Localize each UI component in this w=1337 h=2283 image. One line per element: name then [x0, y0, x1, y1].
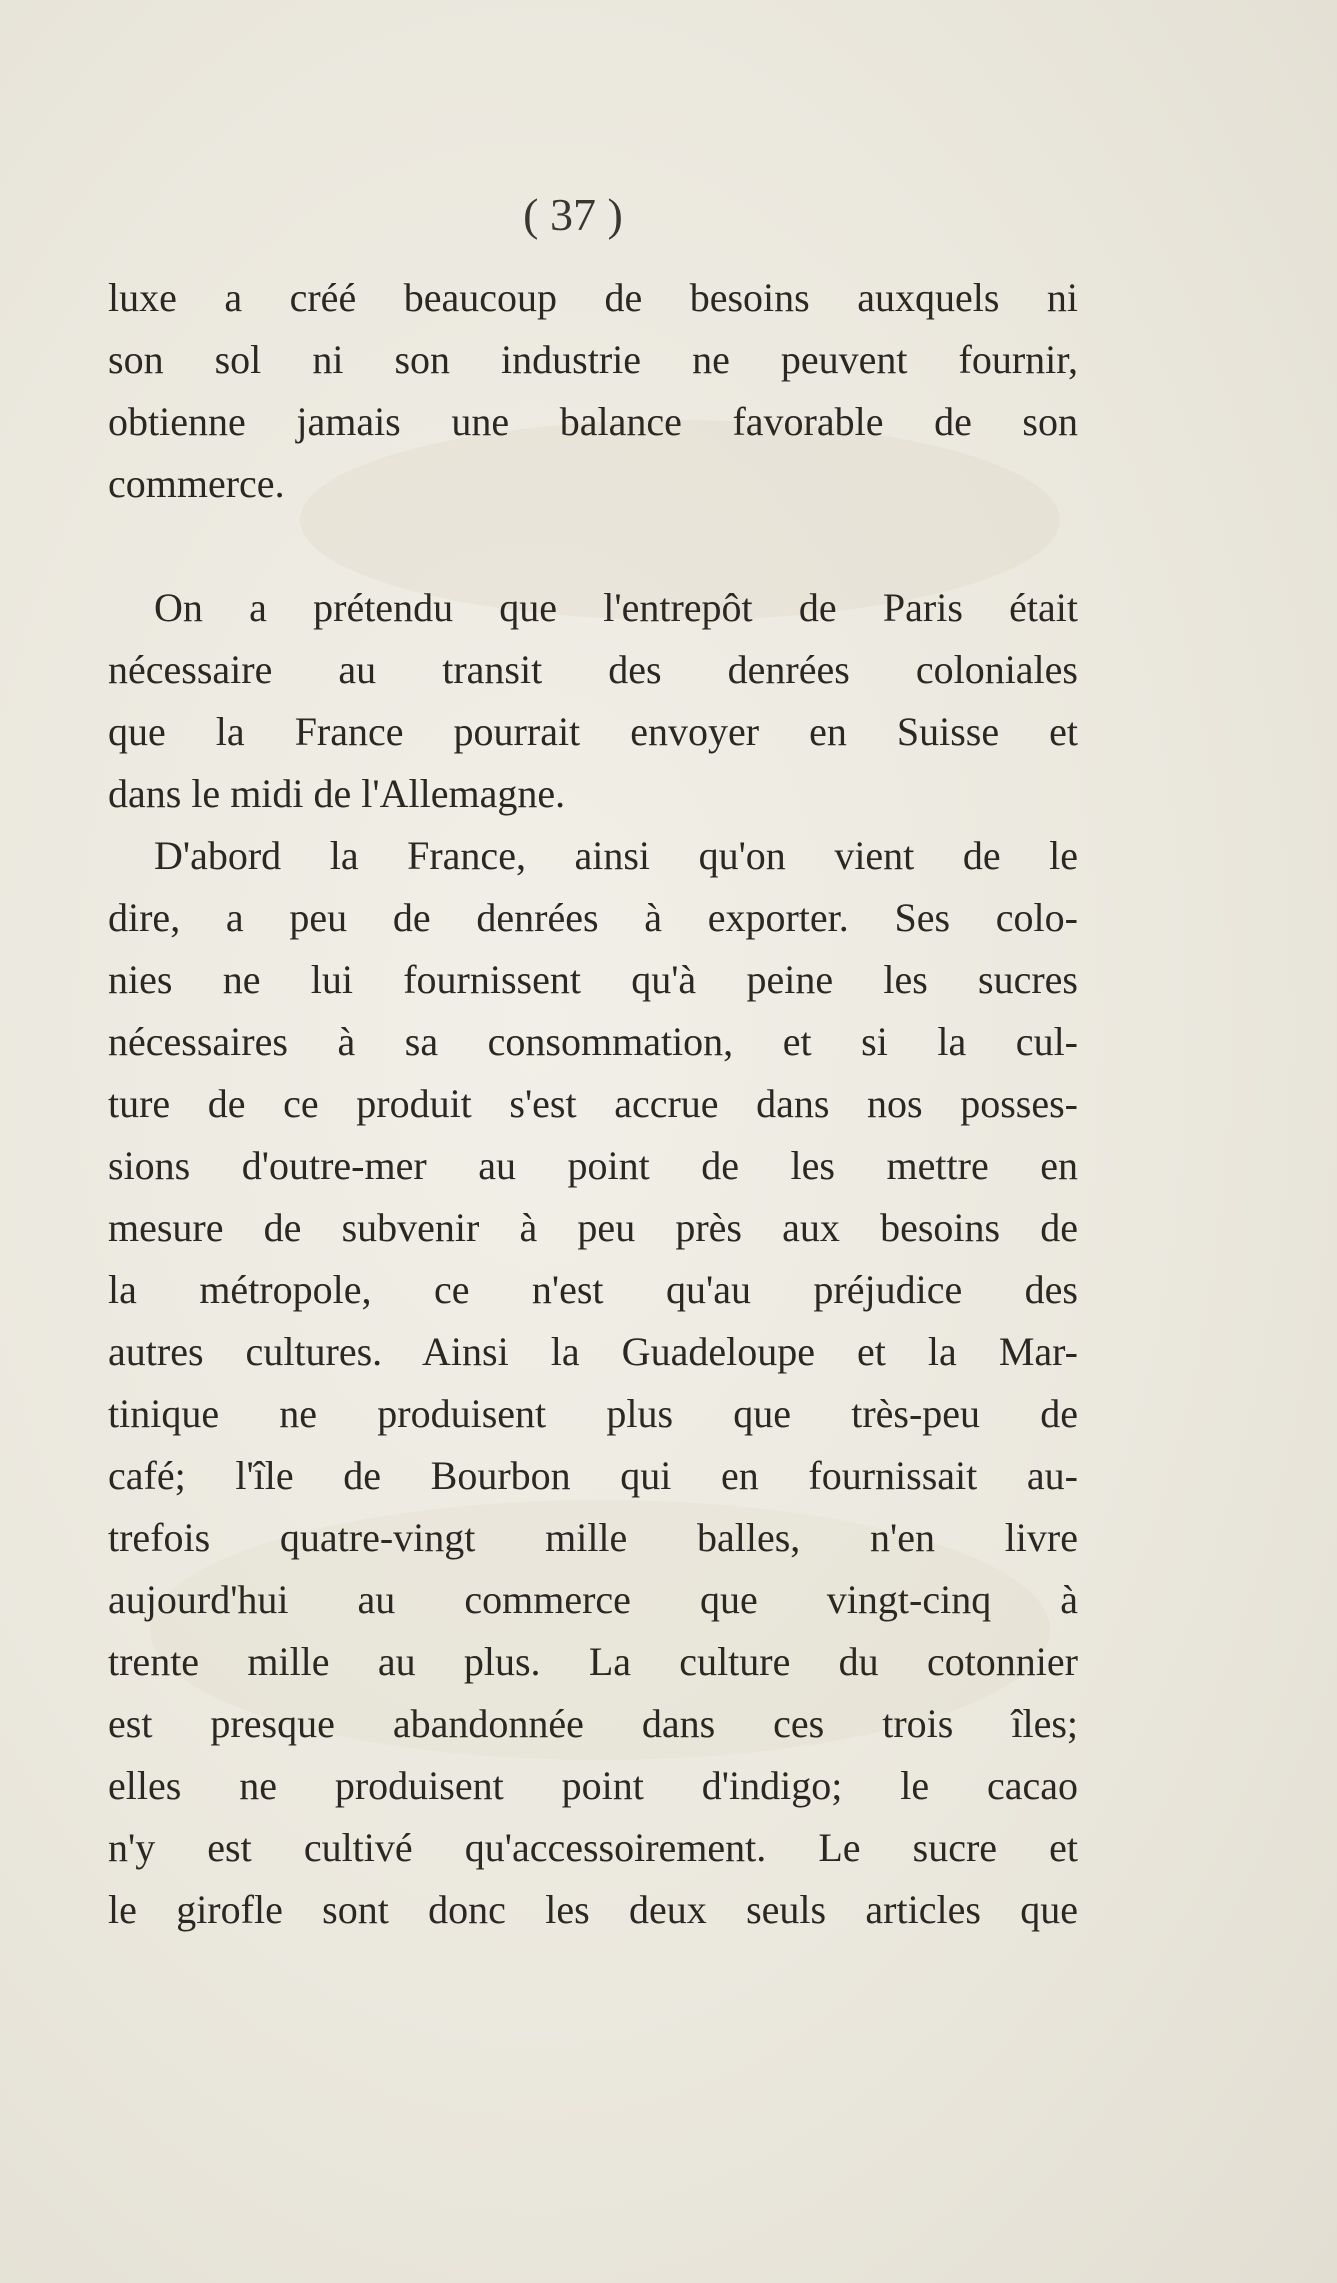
page-number: ( 37 ) — [523, 189, 623, 240]
text-line: aujourd'hui au commerce que vingt-cinq à — [108, 1577, 1078, 1622]
text-line: D'abord la France, ainsi qu'on vient de le — [154, 833, 1078, 878]
text-line: luxe a créé beaucoup de besoins auxquels ni — [108, 275, 1078, 320]
text-line: dans le midi de l'Allemagne. — [108, 771, 566, 816]
text-line: café; l'île de Bourbon qui en fournissait au- — [108, 1453, 1078, 1498]
text-line: trefois quatre-vingt mille balles, n'en livre — [108, 1515, 1078, 1560]
text-line: trente mille au plus. La culture du cotonnier — [108, 1639, 1078, 1684]
text-line: n'y est cultivé qu'accessoirement. Le sucre et — [108, 1825, 1078, 1870]
text-line: son sol ni son industrie ne peuvent fournir, — [108, 337, 1078, 382]
text-line: commerce. — [108, 461, 285, 506]
text-line: obtienne jamais une balance favorable de son — [108, 399, 1078, 444]
text-line: nies ne lui fournissent qu'à peine les sucres — [108, 957, 1078, 1002]
text-line: la métropole, ce n'est qu'au préjudice des — [108, 1267, 1078, 1312]
text-line: autres cultures. Ainsi la Guadeloupe et la Mar- — [108, 1329, 1078, 1374]
text-line: que la France pourrait envoyer en Suisse et — [108, 709, 1078, 754]
text-line: est presque abandonnée dans ces trois îles; — [108, 1701, 1078, 1746]
text-line: ture de ce produit s'est accrue dans nos posses- — [108, 1081, 1078, 1126]
text-line: nécessaire au transit des denrées coloniales — [108, 647, 1078, 692]
text-line: le girofle sont donc les deux seuls articles que — [108, 1887, 1078, 1932]
text-line: On a prétendu que l'entrepôt de Paris était — [154, 585, 1078, 630]
text-line: elles ne produisent point d'indigo; le cacao — [108, 1763, 1078, 1808]
text-line: sions d'outre-mer au point de les mettre en — [108, 1143, 1078, 1188]
text-line: mesure de subvenir à peu près aux besoins de — [108, 1205, 1078, 1250]
text-line: nécessaires à sa consommation, et si la cul- — [108, 1019, 1078, 1064]
text-line: tinique ne produisent plus que très-peu de — [108, 1391, 1078, 1436]
text-line: dire, a peu de denrées à exporter. Ses colo- — [108, 895, 1078, 940]
